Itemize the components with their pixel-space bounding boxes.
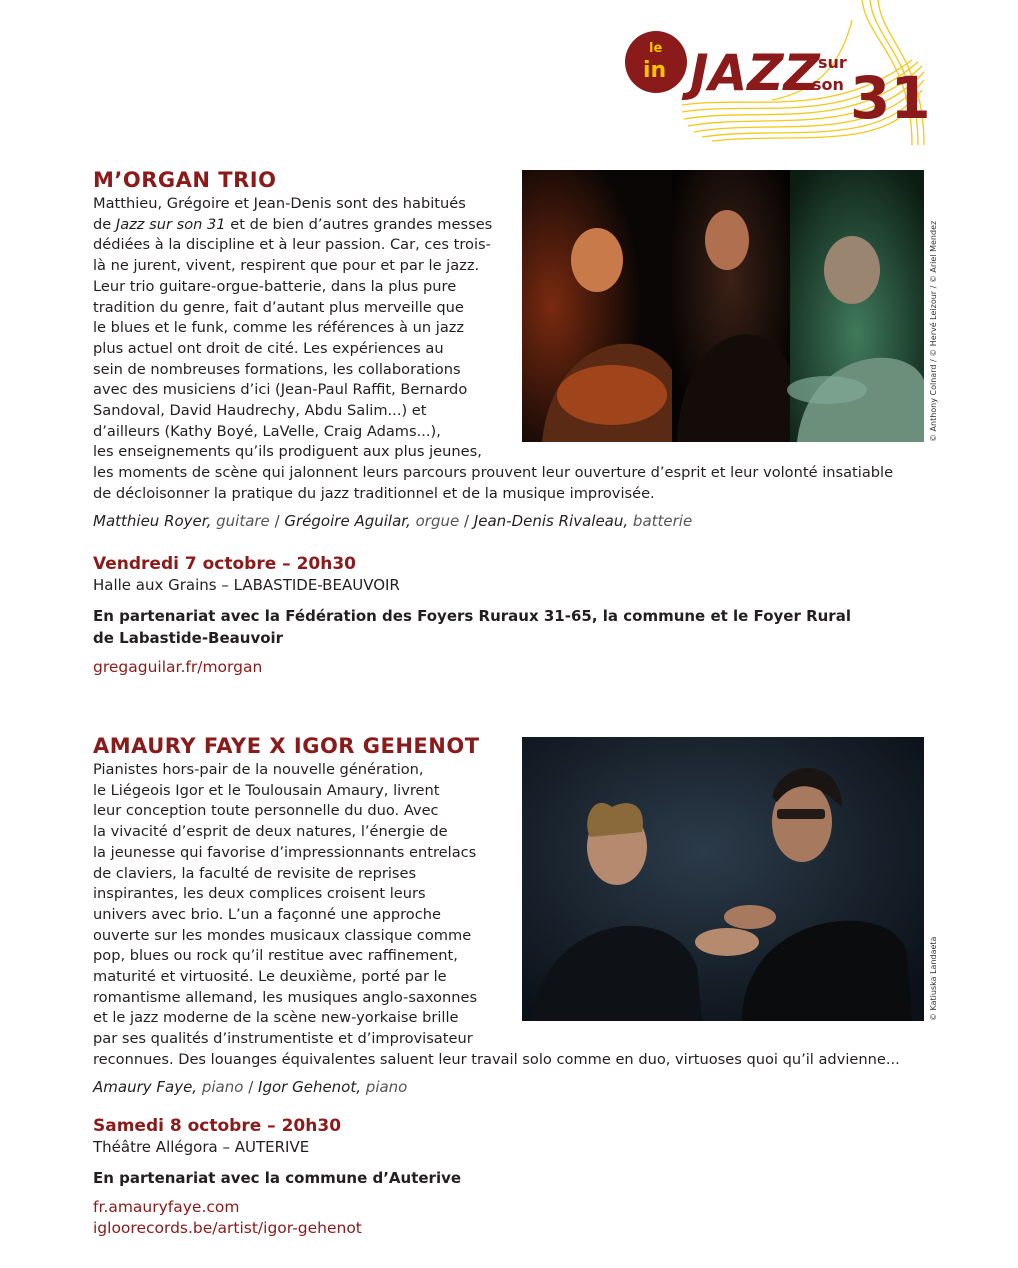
amaury-igor-photo — [522, 737, 924, 1021]
website-link[interactable]: gregaguilar.fr/morgan — [93, 657, 263, 676]
musician-instrument: batterie — [632, 511, 693, 530]
concert-venue: Halle aux Grains – LABASTIDE-BEAUVOIR — [93, 575, 400, 594]
musician-name: Grégoire Aguilar, — [284, 511, 411, 530]
paragraph-line: Sandoval, David Haudrechy, Abdu Salim...) et — [93, 402, 427, 420]
paragraph-line: de Jazz sur son 31 et de bien d’autres grandes messes — [93, 215, 493, 233]
partner-text — [93, 1167, 923, 1189]
festival-logo — [612, 0, 942, 155]
paragraph-line: avec des musiciens d’ici (Jean-Paul Raffit, Bernardo — [93, 381, 468, 399]
paragraph-line: la jeunesse qui favorise d’impressionnants entrelacs — [93, 843, 477, 861]
paragraph-line: et le jazz moderne de la scène new-yorkaise brille — [93, 1009, 459, 1027]
musician-name: Igor Gehenot, — [258, 1077, 362, 1096]
credit-separator: / — [459, 511, 474, 530]
paragraph-line: plus actuel ont droit de cité. Les expériences au — [93, 339, 444, 357]
paragraph-line: dédiées à la discipline et à leur passion. Car, ces trois- — [93, 236, 491, 254]
logo-31: 31 — [850, 64, 931, 132]
links-list — [93, 1197, 923, 1239]
paragraph-line: le blues et le funk, comme les références à un jazz — [93, 319, 465, 337]
paragraph-line: leur conception toute personnelle du duo. Avec — [93, 802, 439, 820]
paragraph-line: Pianistes hors-pair de la nouvelle génération, — [93, 761, 424, 778]
morgan-trio-photo — [522, 170, 924, 442]
photo-credit-2: © Katiuska Landaeta — [929, 936, 938, 1021]
section-title: AMAURY FAYE X IGOR GEHENOT — [93, 734, 480, 758]
logo-le: le — [649, 41, 663, 56]
musician-instrument: orgue — [415, 511, 460, 530]
musician-instrument: piano — [201, 1077, 244, 1096]
partner-line: de Labastide-Beauvoir — [93, 628, 284, 647]
photo-credit-1: © Anthony Colnard / © Hervé Leizour / © Ariel Mendez — [929, 220, 938, 442]
credits-line — [93, 511, 923, 531]
paragraph-line: d’ailleurs (Kathy Boyé, LaVelle, Craig Adams...), — [93, 422, 441, 440]
logo-son: son — [812, 75, 844, 94]
musician-name: Amaury Faye, — [93, 1077, 198, 1096]
credit-separator: / — [269, 511, 285, 530]
concert-venue: Théâtre Allégora – AUTERIVE — [93, 1137, 310, 1156]
paragraph-line: ouverte sur les mondes musicaux classique comme — [93, 926, 472, 944]
section-title: M’ORGAN TRIO — [93, 168, 277, 192]
paragraph-line: là ne jurent, vivent, respirent que pour et par le jazz. — [93, 257, 480, 275]
paragraph-line: par ses qualités d’instrumentiste et d’improvisateur — [93, 1030, 473, 1048]
concert-date: Samedi 8 octobre – 20h30 — [93, 1115, 342, 1136]
paragraph-line: inspirantes, les deux complices croisent leurs — [93, 885, 426, 903]
musician-name: Matthieu Royer, — [93, 511, 212, 530]
paragraph-line: univers avec brio. L’un a façonné une approche — [93, 905, 441, 923]
links-list — [93, 657, 923, 678]
logo-in: in — [643, 58, 667, 83]
festival-name: Jazz sur son 31 — [115, 215, 226, 233]
paragraph-line: les enseignements qu’ils prodiguent aux plus jeunes, — [93, 443, 482, 461]
paragraph-line: de décloisonner la pratique du jazz traditionnel et de la musique improvisée. — [93, 484, 655, 502]
partner-line: En partenariat avec la Fédération des Foyers Ruraux 31-65, la commune et le Foyer Rural — [93, 606, 851, 625]
logo-sur: sur — [818, 53, 847, 72]
logo-jazz: JAZZ — [690, 44, 820, 102]
paragraph-line: tradition du genre, fait d’autant plus merveille que — [93, 298, 464, 316]
logo-graphic — [612, 0, 942, 155]
paragraph-line: Leur trio guitare-orgue-batterie, dans la plus pure — [93, 277, 457, 295]
website-link[interactable]: igloorecords.be/artist/igor-gehenot — [93, 1218, 362, 1237]
paragraph-line: le Liégeois Igor et le Toulousain Amaury, livrent — [93, 781, 440, 799]
credit-separator: / — [243, 1077, 259, 1096]
paragraph-line: sein de nombreuses formations, les collaborations — [93, 360, 461, 378]
partner-text — [93, 605, 923, 649]
musician-instrument: guitare — [216, 511, 270, 530]
concert-date: Vendredi 7 octobre – 20h30 — [93, 553, 357, 574]
paragraph-line: maturité et virtuosité. Le deuxième, porté par le — [93, 968, 447, 986]
paragraph-line: reconnues. Des louanges équivalentes saluent leur travail solo comme en duo, virtuoses quoi qu’il advienne... — [93, 1050, 900, 1068]
paragraph-line: les moments de scène qui jalonnent leurs parcours prouvent leur ouverture d’esprit et leur volonté insatiable — [93, 464, 894, 482]
partner-line: En partenariat avec la commune d’Auterive — [93, 1168, 462, 1187]
paragraph-line: Matthieu, Grégoire et Jean-Denis sont des habitués — [93, 195, 466, 212]
credits-line — [93, 1077, 923, 1097]
paragraph-line: romantisme allemand, les musiques anglo-saxonnes — [93, 988, 478, 1006]
musician-name: Jean-Denis Rivaleau, — [473, 511, 629, 530]
website-link[interactable]: fr.amauryfaye.com — [93, 1197, 240, 1216]
musician-instrument: piano — [365, 1077, 408, 1096]
paragraph-line: de claviers, la faculté de revisite de reprises — [93, 864, 417, 882]
paragraph-line: la vivacité d’esprit de deux natures, l’énergie de — [93, 823, 448, 841]
paragraph-line: pop, blues ou rock qu’il restitue avec raffinement, — [93, 947, 458, 965]
